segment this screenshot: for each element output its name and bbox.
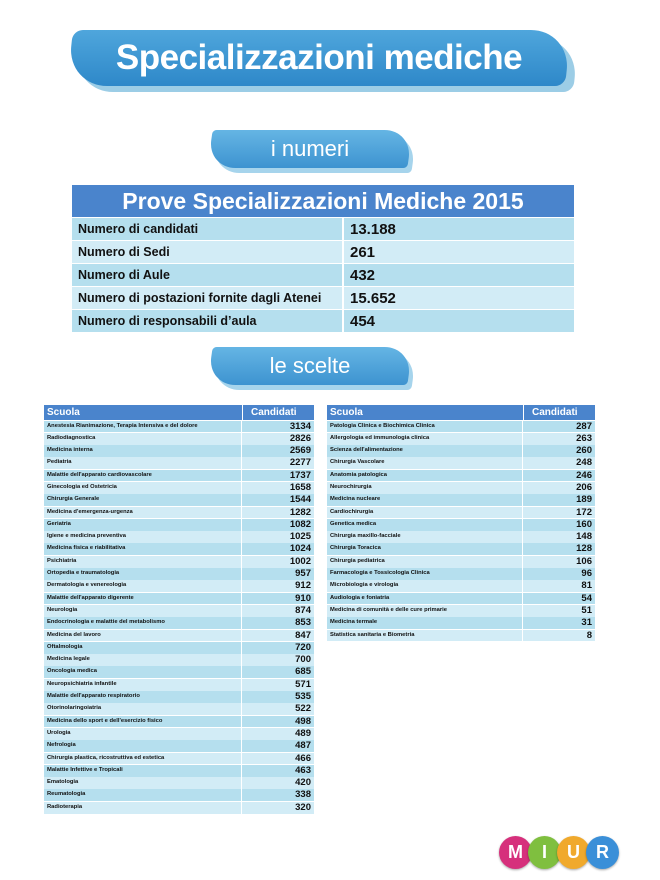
stats-label: Numero di Aule [72,264,342,286]
stats-label: Numero di responsabili d’aula [72,310,342,332]
candidate-count: 96 [523,568,595,580]
candidate-count: 2826 [242,433,314,445]
stats-row [72,287,574,309]
section-title-scelte: le scelte [269,353,351,378]
candidate-count: 489 [242,728,314,740]
table-row [44,654,314,666]
table-row [327,445,595,457]
school-name: Neurologia [44,605,241,617]
school-name: Urologia [44,728,241,740]
candidate-count: 910 [242,593,314,605]
school-name: Microbiologia e virologia [327,580,522,592]
candidate-count: 1002 [242,556,314,568]
school-name: Reumatologia [44,789,241,801]
school-name: Patologia Clinica e Biochimica Clinica [327,421,522,433]
stats-value: 15.652 [344,287,574,309]
logo-letter: R [586,836,619,869]
table-row [44,642,314,654]
stats-value: 13.188 [344,218,574,240]
school-name: Medicina dello sport e dell'esercizio fisico [44,716,241,728]
table-row [327,568,595,580]
school-name: Radiodiagnostica [44,433,241,445]
header-scuola: Scuola [330,407,363,418]
candidate-count: 51 [523,605,595,617]
table-row [44,531,314,543]
table-row [44,593,314,605]
candidate-count: 160 [523,519,595,531]
table-row [44,605,314,617]
section-tag-numeri [210,130,415,170]
school-name: Oftalmologia [44,642,241,654]
candidate-count: 1544 [242,494,314,506]
header-candidati: Candidati [523,405,595,420]
school-name: Audiologia e foniatria [327,593,522,605]
table-row [44,802,314,814]
stats-value: 261 [344,241,574,263]
table-row [44,716,314,728]
candidate-count: 847 [242,630,314,642]
table-row [327,482,595,494]
school-name: Anestesia Rianimazione, Terapia Intensiva e del dolore [44,421,241,433]
candidate-count: 853 [242,617,314,629]
candidate-count: 1282 [242,507,314,519]
table-row [327,580,595,592]
school-name: Medicina del lavoro [44,630,241,642]
table-row [44,507,314,519]
stats-label: Numero di Sedi [72,241,342,263]
school-name: Ginecologia ed Ostetricia [44,482,241,494]
table-row [327,457,595,469]
candidate-count: 260 [523,445,595,457]
stats-label: Numero di postazioni fornite dagli Atenei [72,287,342,309]
candidate-count: 2569 [242,445,314,457]
candidate-count: 172 [523,507,595,519]
table-header [44,405,314,420]
school-name: Dermatologia e venereologia [44,580,241,592]
candidate-count: 338 [242,789,314,801]
school-name: Endocrinologia e malattie del metabolismo [44,617,241,629]
school-name: Chirurgia Vascolare [327,457,522,469]
table-header [327,405,595,420]
candidate-count: 148 [523,531,595,543]
candidate-count: 1025 [242,531,314,543]
school-name: Chirurgia plastica, ricostruttiva ed estetica [44,753,241,765]
miur-logo [499,836,624,872]
table-row [44,543,314,555]
school-name: Chirurgia Generale [44,494,241,506]
candidate-count: 571 [242,679,314,691]
candidate-count: 206 [523,482,595,494]
school-name: Igiene e medicina preventiva [44,531,241,543]
table-row [44,703,314,715]
school-name: Statistica sanitaria e Biometria [327,630,522,642]
candidate-count: 81 [523,580,595,592]
school-name: Ortopedia e traumatologia [44,568,241,580]
candidate-count: 2277 [242,457,314,469]
stats-value: 454 [344,310,574,332]
school-name: Chirurgia Toracica [327,543,522,555]
stats-row [72,264,574,286]
stats-heading: Prove Specializzazioni Mediche 2015 [72,185,574,217]
school-name: Malattie dell'apparato respiratorio [44,691,241,703]
school-name: Medicina interna [44,445,241,457]
table-row [44,740,314,752]
school-name: Anatomia patologica [327,470,522,482]
candidate-count: 263 [523,433,595,445]
stats-row [72,218,574,240]
school-name: Psichiatria [44,556,241,568]
school-name: Malattie dell'apparato digerente [44,593,241,605]
school-name: Oncologia medica [44,666,241,678]
candidate-count: 1024 [242,543,314,555]
candidate-count: 8 [523,630,595,642]
stats-value: 432 [344,264,574,286]
logo-letter: U [557,836,590,869]
candidate-count: 3134 [242,421,314,433]
table-row [44,568,314,580]
school-name: Genetica medica [327,519,522,531]
header-scuola: Scuola [47,407,80,418]
candidate-count: 912 [242,580,314,592]
table-row [44,753,314,765]
table-row [327,531,595,543]
school-name: Medicina di comunità e delle cure primarie [327,605,522,617]
table-row [327,617,595,629]
school-name: Scienza dell'alimentazione [327,445,522,457]
table-row [327,421,595,433]
candidate-count: 535 [242,691,314,703]
school-name: Medicina legale [44,654,241,666]
table-row [44,457,314,469]
school-name: Farmacologia e Tossicologia Clinica [327,568,522,580]
table-row [327,605,595,617]
table-row [327,630,595,642]
section-title-numeri: i numeri [270,136,350,161]
table-row [44,580,314,592]
table-row [327,433,595,445]
table-row [44,445,314,457]
section-tag-scelte [210,347,415,387]
table-row [44,679,314,691]
candidate-count: 128 [523,543,595,555]
candidate-count: 54 [523,593,595,605]
stats-row [72,241,574,263]
stats-table [72,185,574,332]
candidate-count: 463 [242,765,314,777]
school-name: Malattie Infettive e Tropicali [44,765,241,777]
table-row [327,556,595,568]
candidate-count: 487 [242,740,314,752]
table-row [44,494,314,506]
table-row [44,666,314,678]
school-name: Geriatria [44,519,241,531]
school-name: Medicina termale [327,617,522,629]
logo-letter: M [499,836,532,869]
candidate-count: 700 [242,654,314,666]
candidate-count: 874 [242,605,314,617]
table-row [44,617,314,629]
candidate-count: 466 [242,753,314,765]
school-name: Malattie dell'apparato cardiovascolare [44,470,241,482]
school-name: Medicina nucleare [327,494,522,506]
school-name: Radioterapia [44,802,241,814]
table-row [327,470,595,482]
table-row [327,507,595,519]
school-name: Allergologia ed immunologia clinica [327,433,522,445]
table-row [44,765,314,777]
stats-row [72,310,574,332]
candidate-count: 957 [242,568,314,580]
candidate-count: 31 [523,617,595,629]
candidate-count: 1082 [242,519,314,531]
candidate-count: 420 [242,777,314,789]
candidate-count: 287 [523,421,595,433]
choices-table-left [44,405,314,814]
school-name: Chirurgia maxillo-facciale [327,531,522,543]
school-name: Cardiochirurgia [327,507,522,519]
table-row [44,470,314,482]
logo-letter: I [528,836,561,869]
school-name: Neurochirurgia [327,482,522,494]
candidate-count: 320 [242,802,314,814]
school-name: Medicina fisica e riabilitativa [44,543,241,555]
candidate-count: 685 [242,666,314,678]
candidate-count: 522 [242,703,314,715]
school-name: Medicina d'emergenza-urgenza [44,507,241,519]
table-row [44,421,314,433]
header-candidati: Candidati [242,405,314,420]
school-name: Nefrologia [44,740,241,752]
table-row [327,593,595,605]
candidate-count: 498 [242,716,314,728]
table-row [44,630,314,642]
school-name: Chirurgia pediatrica [327,556,522,568]
table-row [327,494,595,506]
candidate-count: 1737 [242,470,314,482]
school-name: Otorinolaringoiatria [44,703,241,715]
choices-table-right [327,405,595,641]
candidate-count: 1658 [242,482,314,494]
candidate-count: 720 [242,642,314,654]
table-row [44,728,314,740]
table-row [327,543,595,555]
table-row [44,777,314,789]
candidate-count: 189 [523,494,595,506]
table-row [44,789,314,801]
table-row [327,519,595,531]
table-row [44,691,314,703]
table-row [44,482,314,494]
stats-label: Numero di candidati [72,218,342,240]
school-name: Pediatria [44,457,241,469]
school-name: Neuropsichiatria infantile [44,679,241,691]
candidate-count: 248 [523,457,595,469]
candidate-count: 106 [523,556,595,568]
table-row [44,519,314,531]
table-row [44,433,314,445]
candidate-count: 246 [523,470,595,482]
table-row [44,556,314,568]
page-title: Specializzazioni mediche [115,38,523,77]
title-banner [70,30,575,90]
school-name: Ematologia [44,777,241,789]
